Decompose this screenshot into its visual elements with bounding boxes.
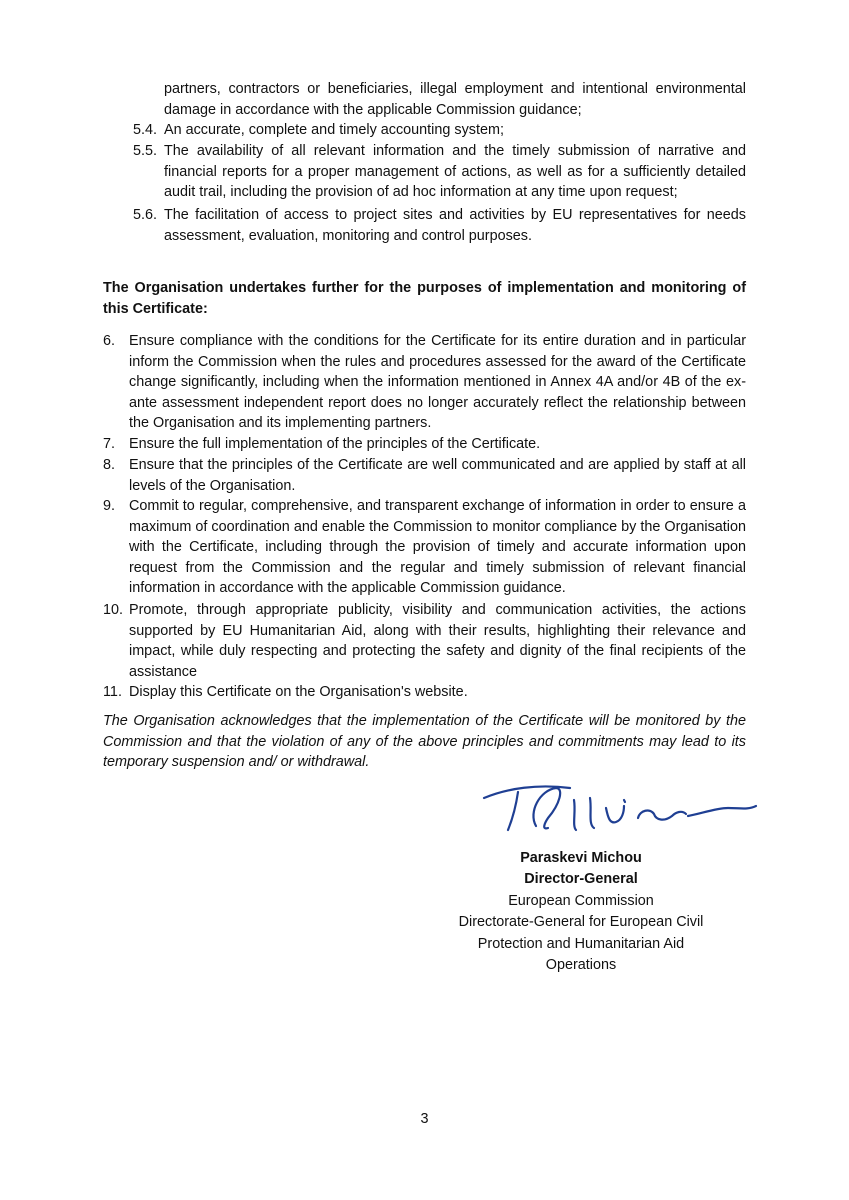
item-number: 7. — [103, 436, 116, 452]
item-number: 11. — [103, 684, 122, 700]
signatory-org-line: Operations — [545, 957, 617, 974]
item-number: 8. — [103, 457, 116, 473]
item-text: Ensure compliance with the conditions for the Certificate for its entire duration and in particular inform the Commission when the rules and procedures assessed for the award of the Certificate change significantly, including when the information mentioned in Annex 4A and/or 4B of the ex-ante assessment independent report does no longer accurately reflect the relationship between the Organisation and its implementing partners. — [129, 333, 746, 432]
subitem-number: 5.4. — [133, 122, 158, 138]
item-text: Promote, through appropriate publicity, visibility and communication activities, the actions supported by EU Humanitarian Aid, along with their results, highlighting their relevance and impact, while duly respecting and protecting the safety and dignity of the final recipients of the assistance — [129, 602, 746, 680]
subitem-text: The facilitation of access to project sites and activities by EU representatives for needs assessment, evaluation, monitoring and control purposes. — [164, 207, 746, 244]
handwritten-signature — [478, 778, 768, 840]
subitem-text: An accurate, complete and timely accounting system; — [164, 122, 504, 138]
continuation-text: partners, contractors or beneficiaries, illegal employment and intentional environmental damage in accordance with the applicable Commission guidance; — [164, 81, 746, 118]
page-number: 3 — [420, 1111, 429, 1127]
signatory-org-line: Directorate-General for European Civil — [458, 914, 704, 931]
signatory-name: Paraskevi Michou — [520, 850, 642, 866]
item-text: Ensure the full implementation of the principles of the Certificate. — [129, 436, 541, 452]
signatory-org-line: Protection and Humanitarian Aid — [477, 935, 685, 952]
signatory-title: Director-General — [524, 871, 638, 888]
item-number: 9. — [103, 498, 116, 514]
signatory-org-line: European Commission — [508, 892, 654, 909]
subitem-number: 5.5. — [133, 143, 158, 159]
subitem-text: The availability of all relevant information and the timely submission of narrative and financial reports for a proper management of actions, as well as for a sufficiently detailed audit trail, including the provision of ad hoc information at any time upon request; — [164, 143, 746, 201]
signatory-block — [436, 848, 726, 976]
section-heading: The Organisation undertakes further for the purposes of implementation and monitoring of this Certificate: — [103, 280, 746, 317]
item-text: Ensure that the principles of the Certificate are well communicated and are applied by staff at all levels of the Organisation. — [129, 457, 746, 494]
acknowledgement-text: The Organisation acknowledges that the implementation of the Certificate will be monitored by the Commission and that the violation of any of the above principles and commitments may lead to its temporary suspension and/ or withdrawal. — [103, 713, 746, 771]
item-text: Commit to regular, comprehensive, and transparent exchange of information in order to ensure a maximum of coordination and enable the Commission to monitor compliance by the Organisation with the Certificate, including through the provision of timely and accurate information upon request from the Commission and the regular and timely submission of relevant financial information in accordance with the applicable Commission guidance. — [129, 498, 746, 597]
item-number: 10. — [103, 602, 124, 618]
subitem-number: 5.6. — [133, 207, 158, 223]
item-number: 6. — [103, 333, 116, 349]
item-text: Display this Certificate on the Organisation's website. — [129, 684, 468, 700]
